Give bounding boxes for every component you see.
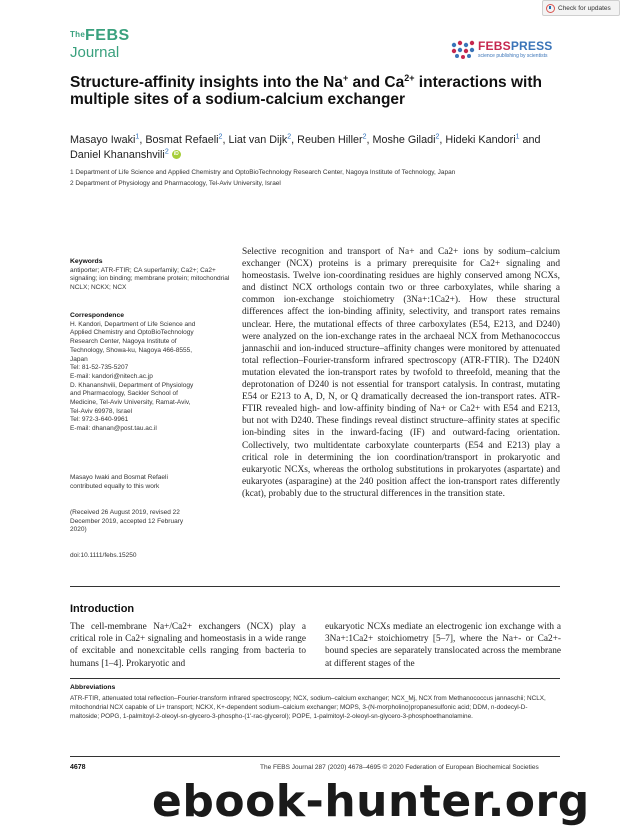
doi-link[interactable]: doi:10.1111/febs.15250 bbox=[70, 552, 137, 559]
title-sup2: 2+ bbox=[404, 72, 415, 83]
abbreviations-text: ATR-FTIR, attenuated total reflection–Fourier-transform infrared spectroscopy; NCX, sodium–calcium exchanger; NCX_Mj, NCX from Methanococcus jannaschii; NCLX, mitochondrial NCX capable of Li+ transport; NCKX, K+-dependent sodium–calcium exchanger; MOPS, 3-(N-morpholino)propanesulfonic acid; DDM, n-dodecyl-D-maltoside; POPG, 1-palmitoyl-2-oleoyl-sn-glycero-3-phospho-(1'-rac-glycerol); POPE, 1-palmitoyl-2-oleoyl-sn-glycero-3-phosphoethanolamine. bbox=[70, 695, 546, 720]
orcid-icon[interactable]: iD bbox=[173, 151, 179, 158]
check-for-updates-label: Check for updates bbox=[558, 4, 611, 12]
title-part2: and Ca bbox=[348, 74, 405, 91]
author-affiliation-mark: 1 bbox=[135, 133, 140, 141]
journal-footer: The FEBS Journal 287 (2020) 4678–4695 © 2020 Federation of European Biochemical Societies bbox=[260, 764, 539, 771]
correspondence-email[interactable]: E-mail: kandori@nitech.ac.jp bbox=[70, 372, 153, 380]
febs-journal-logo bbox=[70, 27, 150, 70]
author-affiliation-mark: 2 bbox=[287, 133, 292, 141]
correspondence-line: Applied Chemistry and OptoBioTechnology bbox=[70, 329, 194, 337]
press-febs: FEBS bbox=[478, 39, 511, 53]
authors-and: and bbox=[522, 134, 541, 146]
title-sup1: + bbox=[342, 72, 349, 83]
title-part1: Structure-affinity insights into the Na bbox=[70, 74, 343, 91]
correspondence-heading: Correspondence bbox=[70, 312, 125, 319]
correspondence-block bbox=[70, 312, 230, 434]
author-name[interactable]: Reuben Hiller bbox=[297, 134, 363, 146]
equal-contribution-note bbox=[70, 474, 230, 491]
correspondence-line: Japan bbox=[70, 355, 88, 363]
correspondence-line: Tel-Aviv 69978, Israel bbox=[70, 407, 133, 415]
correspondence-line: Technology, Showa-ku, Nagoya 466-8555, bbox=[70, 346, 193, 354]
article-title bbox=[70, 74, 550, 108]
author-affiliation-mark: 2 bbox=[164, 147, 169, 155]
author-name[interactable]: Liat van Dijk bbox=[228, 134, 288, 146]
received-line: December 2019, accepted 12 February bbox=[70, 517, 184, 525]
correspondence-line: H. Kandori, Department of Life Science and bbox=[70, 320, 196, 328]
author-name[interactable]: Masayo Iwaki bbox=[70, 134, 136, 146]
abstract-text: Selective recognition and transport of Na+ and Ca2+ ions by sodium–calcium exchanger (NCX) proteins is a primary prerequisite for Ca2+ signaling and homeostasis. Twelve ion-coordinating residues are highly conserved among NCXs, and distinct NCX orthologs contain two or three carboxylates, while sharing a common ion-exchange stoichiometry (3Na+:1Ca2+). How these structural differences affect the ion-binding affinity, selectivity, and transport rates remains unclear. Here, the mutational effects of three carboxylates (E54, E213, and D240) were analyzed on the ion-exchange rates in the archaeal NCX from Methanococcus jannaschii and ion-induced structure–affinity changes were monitored by attenuated total reflection–Fourier-transform infrared spectroscopy (ATR-FTIR). The D240N mutation elevated the ion-transport rates by twofold to threefold, meaning that the deprotonation of D240 is not essential for transport catalysis. In contrast, mutating E54 or E213 to A, D, N, or Q dramatically decreased the ion-transport rates. ATR-FTIR revealed high- and low-affinity binding of Na+ or Ca2+ with E54 and E213, but not with D240. These findings reveal distinct structure–affinity states at specific ion-binding sites in the inward-facing (IF) and outward-facing orientation. Collectively, two multidentate carboxylate counterparts (E54 and E213) play a critical role in determining the ion coordination/transport in prokaryotic and eukaryotic NCXs, whereas the ortholog substitutions in prokaryotes (aspartate) and eukaryotes (asparagine) at the 240 position affect the ion-transport rates differently (kcat), probably due to the structural differences in the transition state. bbox=[242, 247, 560, 499]
correspondence-line: D. Khananshvili, Department of Physiology bbox=[70, 381, 194, 389]
introduction-column-right: eukaryotic NCXs mediate an electrogenic ion exchange with a 3Na+:1Ca2+ stoichiometry [5–7], where the Na+- or Ca2+-bound species are separately translocated across the membrane at different stages of the bbox=[325, 622, 561, 669]
author-name[interactable]: Hideki Kandori bbox=[445, 134, 516, 146]
febs-press-name bbox=[478, 39, 553, 53]
logo-the: The bbox=[70, 30, 86, 39]
author-name[interactable]: Moshe Giladi bbox=[372, 134, 436, 146]
correspondence-line: Research Center, Nagoya Institute of bbox=[70, 338, 177, 346]
author-name[interactable]: Bosmat Refaeli bbox=[145, 134, 219, 146]
section-divider bbox=[70, 586, 560, 587]
affiliation-2: 2 Department of Physiology and Pharmacology, Tel-Aviv University, Israel bbox=[70, 180, 281, 187]
author-affiliation-mark: 1 bbox=[515, 133, 520, 141]
equal-contribution-line: Masayo Iwaki and Bosmat Refaeli bbox=[70, 474, 168, 481]
received-dates bbox=[70, 509, 230, 535]
page-number: 4678 bbox=[70, 764, 86, 771]
logo-journal: Journal bbox=[70, 44, 120, 61]
abbreviations-divider bbox=[70, 678, 560, 679]
correspondence-line: and Pharmacology, Sackler School of bbox=[70, 390, 178, 398]
correspondence-email[interactable]: E-mail: dhanan@post.tau.ac.il bbox=[70, 425, 157, 433]
correspondence-line: Tel: 972-3-640-9961 bbox=[70, 416, 129, 424]
footer-divider bbox=[70, 756, 560, 757]
correspondence-line: Medicine, Tel-Aviv University, Ramat-Aviv, bbox=[70, 399, 191, 407]
author-affiliation-mark: 2 bbox=[435, 133, 440, 141]
febs-press-logo bbox=[450, 38, 560, 64]
introduction-column-left: The cell-membrane Na+/Ca2+ exchangers (NCX) play a critical role in Ca2+ signaling and homeostasis in a wide range of excitable and nonexcitable cells ranging from bacteria to humans [1–4]. Prokaryotic and bbox=[70, 622, 306, 669]
received-line: (Received 26 August 2019, revised 22 bbox=[70, 509, 180, 516]
title-part3: interactions with multiple sites of a sodium-calcium exchanger bbox=[70, 74, 542, 108]
press-press: PRESS bbox=[510, 39, 553, 53]
author-list: Masayo Iwaki$^1$, Bosmat Refaeli$^2$, Liat van Dijk$^2$, Reuben Hiller$^2$, Moshe Giladi$^2$, Hideki Kandori$^1$ and Daniel Khananshvili$^2$ iD bbox=[70, 133, 541, 161]
watermark-text: ebook-hunter.org bbox=[152, 776, 590, 827]
author-affiliation-mark: 2 bbox=[218, 133, 223, 141]
introduction-heading: Introduction bbox=[70, 603, 135, 615]
keywords-text: antiporter; ATR-FTIR; CA superfamily; Ca2+; Ca2+ signaling; ion binding; membrane protein; mitochondrial NCLX; NCKX; NCX bbox=[70, 266, 230, 292]
correspondence-line: Tel: 81-52-735-5207 bbox=[70, 364, 129, 372]
author-name[interactable]: Daniel Khananshvili bbox=[70, 148, 165, 161]
febs-press-dots-icon bbox=[450, 40, 476, 60]
author-affiliation-mark: 2 bbox=[362, 133, 367, 141]
abbreviations-heading: Abbreviations bbox=[70, 684, 116, 691]
check-for-updates-button[interactable] bbox=[542, 0, 620, 16]
equal-contribution-line: contributed equally to this work bbox=[70, 482, 160, 490]
keywords-heading: Keywords bbox=[70, 258, 103, 265]
keywords-block bbox=[70, 258, 230, 293]
received-line: 2020) bbox=[70, 526, 87, 534]
logo-febs: FEBS bbox=[85, 27, 130, 44]
press-tagline: science publishing by scientists bbox=[478, 53, 548, 59]
crossmark-icon bbox=[546, 4, 555, 13]
affiliation-1: 1 Department of Life Science and Applied Chemistry and OptoBioTechnology Research Center, Nagoya Institute of Technology, Japan bbox=[70, 169, 456, 176]
